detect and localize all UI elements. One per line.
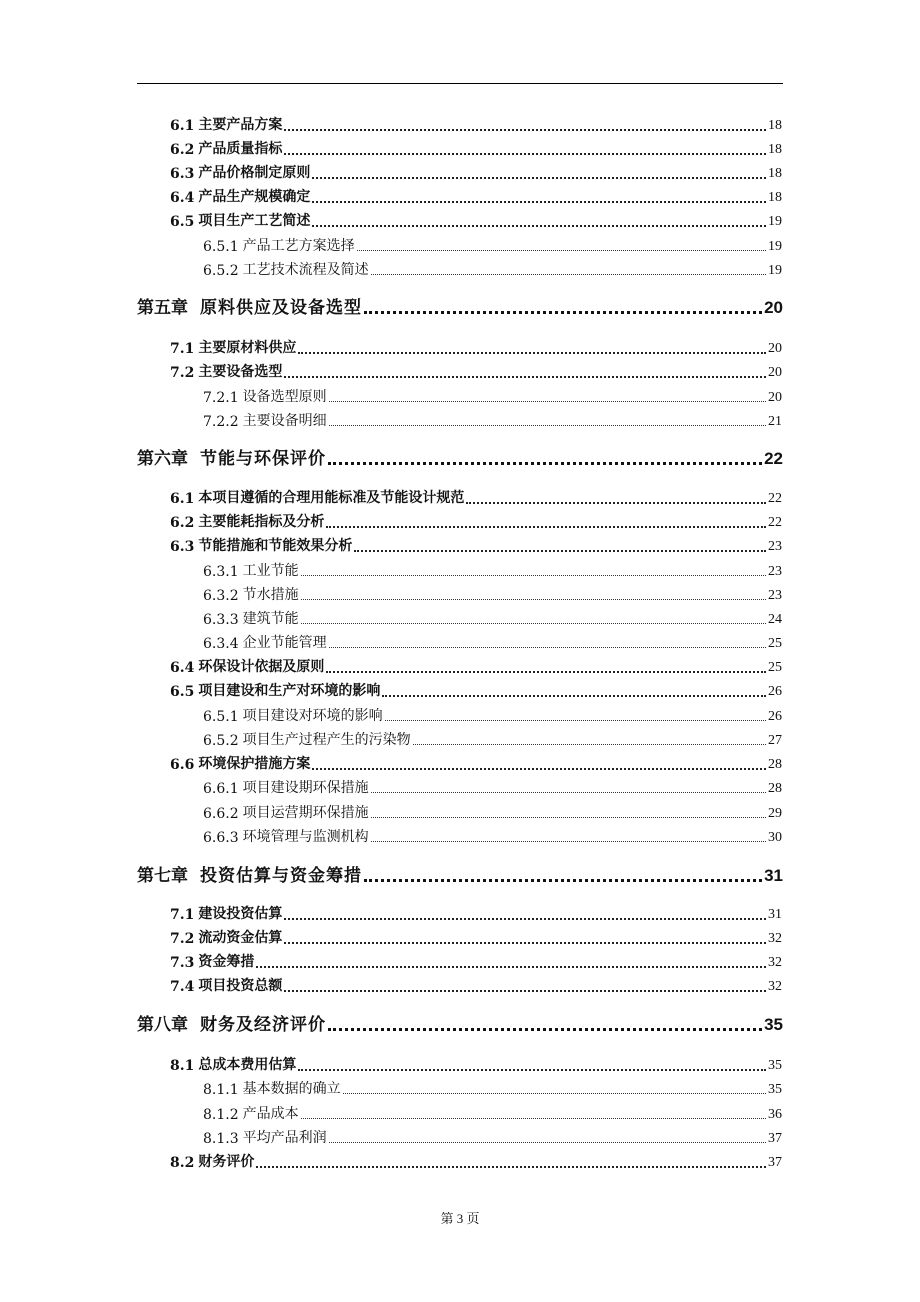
toc-entry-number: 6.5 bbox=[170, 214, 195, 230]
toc-entry[interactable] bbox=[170, 210, 782, 230]
toc-entry[interactable] bbox=[203, 632, 782, 652]
toc-entry-number: 6.5.2 bbox=[203, 263, 239, 279]
toc-entry-number: 第五章 bbox=[137, 298, 188, 318]
toc-leader-dots bbox=[343, 1079, 766, 1094]
toc-entry-page: 23 bbox=[768, 539, 782, 554]
toc-entry-title: 环保设计依据及原则 bbox=[198, 659, 325, 675]
toc-entry-number: 7.1 bbox=[170, 341, 195, 357]
toc-entry-page: 20 bbox=[764, 298, 783, 317]
toc-entry[interactable] bbox=[203, 259, 782, 279]
toc-entry-number: 7.2.1 bbox=[203, 390, 239, 406]
toc-entry-page: 29 bbox=[768, 806, 782, 821]
toc-entry-page: 31 bbox=[764, 866, 783, 885]
toc-entry-page: 35 bbox=[768, 1082, 782, 1097]
toc-entry-number: 8.1.2 bbox=[203, 1107, 239, 1123]
toc-entry[interactable] bbox=[203, 729, 782, 749]
toc-entry-page: 32 bbox=[768, 979, 782, 994]
toc-entry-title: 产品质量指标 bbox=[198, 141, 283, 157]
toc-entry-number: 8.1 bbox=[170, 1058, 195, 1074]
toc-chapter-entry[interactable] bbox=[137, 292, 783, 318]
toc-entry[interactable] bbox=[203, 826, 782, 846]
toc-entry-page: 18 bbox=[768, 142, 782, 157]
toc-entry-number: 6.3.4 bbox=[203, 636, 239, 652]
toc-entry-title: 产品工艺方案选择 bbox=[242, 238, 355, 254]
toc-entry-page: 35 bbox=[768, 1058, 782, 1073]
toc-leader-dots bbox=[312, 163, 766, 179]
toc-entry-page: 31 bbox=[768, 907, 782, 922]
toc-entry-number: 6.2 bbox=[170, 142, 195, 158]
toc-leader-dots bbox=[312, 211, 766, 227]
toc-entry-title: 流动资金估算 bbox=[198, 930, 283, 946]
toc-entry-number: 8.1.1 bbox=[203, 1082, 239, 1098]
toc-entry-title: 产品价格制定原则 bbox=[198, 165, 311, 181]
page-number-footer: 第 3 页 bbox=[440, 1211, 480, 1226]
toc-entry-title: 本项目遵循的合理用能标准及节能设计规范 bbox=[198, 490, 465, 506]
toc-entry-title: 环境保护措施方案 bbox=[198, 756, 311, 772]
toc-entry-title: 主要能耗指标及分析 bbox=[198, 514, 325, 530]
toc-entry-title: 节能与环保评价 bbox=[200, 449, 326, 469]
toc-entry-page: 19 bbox=[768, 214, 782, 229]
toc-entry-number: 第七章 bbox=[137, 866, 188, 886]
toc-entry-title: 基本数据的确立 bbox=[242, 1081, 341, 1097]
toc-entry-title: 产品成本 bbox=[242, 1106, 299, 1122]
toc-entry-number: 7.2 bbox=[170, 365, 195, 381]
toc-entry[interactable] bbox=[203, 1078, 782, 1098]
toc-entry[interactable] bbox=[203, 802, 782, 822]
toc-entry-page: 24 bbox=[768, 612, 782, 627]
toc-entry[interactable] bbox=[170, 975, 782, 995]
toc-entry-page: 37 bbox=[768, 1155, 782, 1170]
toc-entry-title: 原料供应及设备选型 bbox=[200, 298, 362, 318]
toc-entry-number: 6.5.1 bbox=[203, 239, 239, 255]
toc-leader-dots bbox=[354, 536, 766, 552]
toc-leader-dots bbox=[326, 512, 766, 528]
toc-entry-number: 6.6 bbox=[170, 757, 195, 773]
toc-entry-page: 28 bbox=[768, 781, 782, 796]
toc-entry-number: 6.1 bbox=[170, 118, 195, 134]
toc-leader-dots bbox=[385, 706, 766, 721]
toc-entry-page: 18 bbox=[768, 118, 782, 133]
toc-leader-dots bbox=[328, 1012, 762, 1031]
toc-leader-dots bbox=[298, 1055, 766, 1071]
toc-leader-dots bbox=[301, 585, 766, 600]
toc-entry-title: 环境管理与监测机构 bbox=[242, 829, 369, 845]
toc-leader-dots bbox=[284, 928, 766, 944]
toc-entry[interactable] bbox=[203, 705, 782, 725]
toc-leader-dots bbox=[298, 338, 766, 354]
toc-entry-number: 6.2 bbox=[170, 515, 195, 531]
toc-leader-dots bbox=[284, 362, 766, 378]
toc-entry-title: 工业节能 bbox=[242, 563, 299, 579]
toc-entry-page: 19 bbox=[768, 263, 782, 278]
toc-entry-page: 22 bbox=[768, 515, 782, 530]
toc-entry[interactable] bbox=[170, 680, 782, 700]
toc-entry[interactable] bbox=[203, 410, 782, 430]
toc-entry-number: 第八章 bbox=[137, 1015, 188, 1035]
toc-entry-page: 22 bbox=[768, 491, 782, 506]
toc-entry[interactable] bbox=[170, 337, 782, 357]
toc-entry-number: 6.3 bbox=[170, 539, 195, 555]
toc-entry[interactable] bbox=[203, 235, 782, 255]
toc-entry[interactable] bbox=[203, 1103, 782, 1123]
toc-entry-title: 产品生产规模确定 bbox=[198, 189, 311, 205]
toc-entry[interactable] bbox=[203, 560, 782, 580]
toc-entry[interactable] bbox=[170, 535, 782, 555]
toc-entry-number: 6.5.1 bbox=[203, 709, 239, 725]
toc-entry-page: 23 bbox=[768, 588, 782, 603]
toc-leader-dots bbox=[256, 1152, 766, 1168]
toc-entry-number: 7.1 bbox=[170, 907, 195, 923]
toc-entry-number: 6.3.2 bbox=[203, 588, 239, 604]
toc-leader-dots bbox=[357, 236, 766, 251]
toc-leader-dots bbox=[329, 387, 766, 402]
toc-leader-dots bbox=[371, 260, 766, 275]
toc-leader-dots bbox=[329, 411, 766, 426]
toc-entry[interactable] bbox=[170, 927, 782, 947]
toc-entry-number: 6.4 bbox=[170, 660, 195, 676]
toc-chapter-entry[interactable] bbox=[137, 443, 783, 469]
toc-entry-page: 28 bbox=[768, 757, 782, 772]
toc-entry-page: 20 bbox=[768, 341, 782, 356]
toc-entry-title: 工艺技术流程及简述 bbox=[242, 262, 369, 278]
toc-entry-number: 6.5.2 bbox=[203, 733, 239, 749]
toc-entry[interactable] bbox=[170, 903, 782, 923]
toc-entry-title: 主要设备选型 bbox=[198, 364, 283, 380]
toc-entry[interactable] bbox=[170, 1054, 782, 1074]
toc-entry-page: 20 bbox=[768, 390, 782, 405]
toc-leader-dots bbox=[328, 446, 762, 465]
toc-entry-page: 20 bbox=[768, 365, 782, 380]
toc-entry-page: 30 bbox=[768, 830, 782, 845]
toc-entry-title: 总成本费用估算 bbox=[198, 1057, 297, 1073]
toc-entry-title: 项目生产工艺简述 bbox=[198, 213, 311, 229]
toc-entry-page: 18 bbox=[768, 166, 782, 181]
toc-leader-dots bbox=[256, 952, 766, 968]
toc-entry-page: 35 bbox=[764, 1015, 783, 1034]
toc-entry[interactable] bbox=[170, 951, 782, 971]
toc-leader-dots bbox=[284, 904, 766, 920]
toc-entry[interactable] bbox=[203, 1127, 782, 1147]
toc-entry[interactable] bbox=[170, 487, 782, 507]
toc-leader-dots bbox=[466, 488, 766, 504]
toc-leader-dots bbox=[329, 633, 766, 648]
toc-entry-title: 节水措施 bbox=[242, 587, 299, 603]
toc-entry-number: 6.3.3 bbox=[203, 612, 239, 628]
toc-entry-title: 资金筹措 bbox=[198, 954, 255, 970]
toc-entry[interactable] bbox=[170, 186, 782, 206]
toc-entry-title: 主要原材料供应 bbox=[198, 340, 297, 356]
toc-chapter-entry[interactable] bbox=[137, 1009, 783, 1035]
toc-entry-number: 7.2 bbox=[170, 931, 195, 947]
toc-entry[interactable] bbox=[170, 1151, 782, 1171]
toc-entry-number: 6.5 bbox=[170, 684, 195, 700]
toc-entry-title: 设备选型原则 bbox=[242, 389, 327, 405]
toc-entry-number: 6.3 bbox=[170, 166, 195, 182]
toc-entry-title: 财务评价 bbox=[198, 1154, 255, 1170]
toc-entry[interactable] bbox=[170, 656, 782, 676]
toc-entry-number: 6.3.1 bbox=[203, 564, 239, 580]
toc-leader-dots bbox=[301, 561, 766, 576]
toc-entry-title: 项目建设期环保措施 bbox=[242, 780, 369, 796]
toc-entry-title: 节能措施和节能效果分析 bbox=[198, 538, 353, 554]
toc-entry-page: 32 bbox=[768, 931, 782, 946]
toc-entry-page: 37 bbox=[768, 1131, 782, 1146]
toc-entry-title: 企业节能管理 bbox=[242, 635, 327, 651]
toc-entry-number: 8.1.3 bbox=[203, 1131, 239, 1147]
toc-entry-title: 建筑节能 bbox=[242, 611, 299, 627]
toc-entry-number: 7.3 bbox=[170, 955, 195, 971]
toc-leader-dots bbox=[371, 778, 766, 793]
toc-entry[interactable] bbox=[203, 777, 782, 797]
toc-entry-title: 投资估算与资金筹措 bbox=[200, 866, 362, 886]
toc-leader-dots bbox=[301, 1104, 766, 1119]
toc-entry-page: 19 bbox=[768, 239, 782, 254]
toc-entry-page: 18 bbox=[768, 190, 782, 205]
toc-entry-number: 6.6.2 bbox=[203, 806, 239, 822]
toc-entry-page: 26 bbox=[768, 684, 782, 699]
toc-entry-number: 第六章 bbox=[137, 449, 188, 469]
toc-leader-dots bbox=[371, 803, 766, 818]
toc-entry-title: 项目投资总额 bbox=[198, 978, 283, 994]
toc-entry[interactable] bbox=[170, 511, 782, 531]
toc-entry-title: 主要设备明细 bbox=[242, 413, 327, 429]
toc-leader-dots bbox=[329, 1128, 766, 1143]
toc-leader-dots bbox=[284, 139, 766, 155]
toc-leader-dots bbox=[364, 295, 762, 314]
toc-entry-number: 6.1 bbox=[170, 491, 195, 507]
toc-entry-number: 7.4 bbox=[170, 979, 195, 995]
toc-entry-title: 平均产品利润 bbox=[242, 1130, 327, 1146]
toc-entry[interactable] bbox=[203, 584, 782, 604]
toc-entry-title: 项目运营期环保措施 bbox=[242, 805, 369, 821]
toc-entry-number: 6.6.3 bbox=[203, 830, 239, 846]
toc-entry[interactable] bbox=[170, 162, 782, 182]
toc-entry-title: 项目生产过程产生的污染物 bbox=[242, 732, 411, 748]
toc-entry[interactable] bbox=[170, 361, 782, 381]
toc-entry[interactable] bbox=[170, 114, 782, 134]
toc-entry-page: 23 bbox=[768, 564, 782, 579]
toc-leader-dots bbox=[364, 863, 762, 882]
toc-chapter-entry[interactable] bbox=[137, 860, 783, 886]
toc-entry-title: 项目建设对环境的影响 bbox=[242, 708, 383, 724]
toc-entry[interactable] bbox=[170, 138, 782, 158]
toc-entry[interactable] bbox=[203, 386, 782, 406]
toc-entry-page: 22 bbox=[764, 449, 783, 468]
toc-entry-title: 建设投资估算 bbox=[198, 906, 283, 922]
toc-entry-title: 项目建设和生产对环境的影响 bbox=[198, 683, 381, 699]
toc-leader-dots bbox=[284, 115, 766, 131]
toc-entry-title: 主要产品方案 bbox=[198, 117, 283, 133]
toc-leader-dots bbox=[371, 827, 766, 842]
toc-entry-number: 8.2 bbox=[170, 1155, 195, 1171]
toc-leader-dots bbox=[382, 681, 766, 697]
toc-leader-dots bbox=[301, 609, 766, 624]
toc-entry-number: 6.4 bbox=[170, 190, 195, 206]
toc-entry-page: 25 bbox=[768, 636, 782, 651]
toc-entry-page: 36 bbox=[768, 1107, 782, 1122]
toc-leader-dots bbox=[413, 730, 766, 745]
toc-leader-dots bbox=[312, 754, 766, 770]
toc-entry-number: 6.6.1 bbox=[203, 781, 239, 797]
toc-entry-page: 25 bbox=[768, 660, 782, 675]
header-rule bbox=[137, 83, 783, 84]
toc-leader-dots bbox=[284, 976, 766, 992]
toc-entry-page: 27 bbox=[768, 733, 782, 748]
toc-entry-number: 7.2.2 bbox=[203, 414, 239, 430]
toc-leader-dots bbox=[312, 187, 766, 203]
toc-leader-dots bbox=[326, 657, 766, 673]
toc-entry-title: 财务及经济评价 bbox=[200, 1015, 326, 1035]
toc-entry-page: 26 bbox=[768, 709, 782, 724]
toc-entry-page: 32 bbox=[768, 955, 782, 970]
toc-entry[interactable] bbox=[203, 608, 782, 628]
toc-entry-page: 21 bbox=[768, 414, 782, 429]
toc-entry[interactable] bbox=[170, 753, 782, 773]
